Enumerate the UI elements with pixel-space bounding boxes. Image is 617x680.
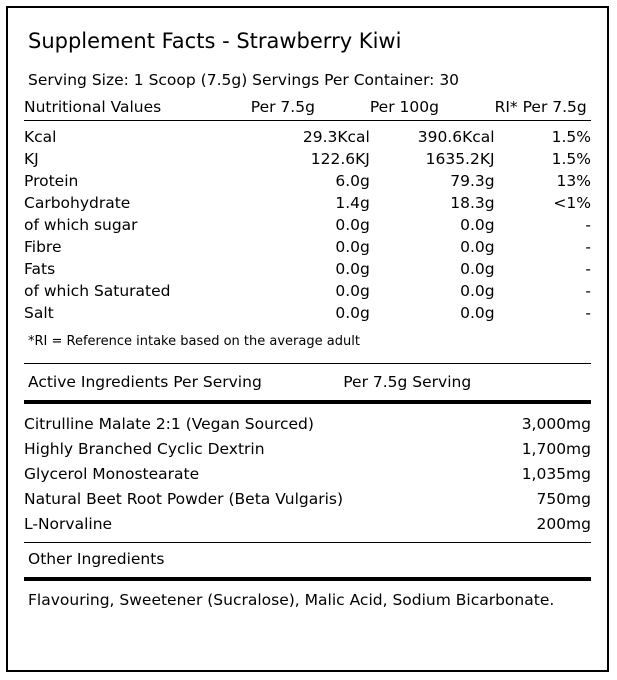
page-title: Supplement Facts - Strawberry Kiwi <box>28 29 402 53</box>
nutrient-ri: - <box>585 304 591 322</box>
nutrition-col-header-name: Nutritional Values <box>24 98 162 116</box>
nutrition-table-body <box>24 126 591 324</box>
table-row <box>24 192 591 214</box>
other-ingredients-top-divider <box>24 542 591 543</box>
ingredient-name: Citrulline Malate 2:1 (Vegan Sourced) <box>24 415 314 433</box>
ingredient-amount: 1,035mg <box>521 465 591 483</box>
nutrient-name: of which Saturated <box>24 282 171 300</box>
table-row <box>24 148 591 170</box>
nutrition-col-header-per-100g: Per 100g <box>369 98 439 116</box>
nutrient-per-serving: 6.0g <box>335 172 370 190</box>
ingredient-name: Glycerol Monostearate <box>24 465 200 483</box>
ingredient-name: L-Norvaline <box>24 515 113 533</box>
ingredient-name: Natural Beet Root Powder (Beta Vulgaris) <box>24 490 344 508</box>
table-row <box>24 214 591 236</box>
nutrient-name: Carbohydrate <box>24 194 131 212</box>
nutrient-per-serving: 0.0g <box>335 282 370 300</box>
nutrition-col-header-ri: RI* Per 7.5g <box>494 98 587 116</box>
nutrition-col-header-per-serving: Per 7.5g <box>250 98 315 116</box>
nutrient-ri: - <box>585 282 591 300</box>
serving-size-line: Serving Size: 1 Scoop (7.5g) Servings Per Container: 30 <box>28 71 460 89</box>
nutrient-per-100g: 390.6Kcal <box>417 128 495 146</box>
nutrition-header-row <box>24 98 591 120</box>
active-ingredients-table <box>24 412 591 537</box>
nutrient-per-serving: 0.0g <box>335 238 370 256</box>
nutrient-per-100g: 0.0g <box>460 282 495 300</box>
ingredient-amount: 200mg <box>536 515 591 533</box>
nutrient-name: Fibre <box>24 238 62 256</box>
nutrient-per-serving: 0.0g <box>335 260 370 278</box>
nutrient-ri: 1.5% <box>551 150 591 168</box>
table-row <box>24 462 591 487</box>
nutrient-per-serving: 0.0g <box>335 304 370 322</box>
nutrient-per-100g: 79.3g <box>450 172 495 190</box>
nutrient-per-serving: 1.4g <box>335 194 370 212</box>
nutrient-name: Kcal <box>24 128 57 146</box>
table-row <box>24 512 591 537</box>
nutrient-ri: 1.5% <box>551 128 591 146</box>
table-row <box>24 170 591 192</box>
nutrient-per-serving: 29.3Kcal <box>302 128 370 146</box>
table-row <box>24 302 591 324</box>
ingredient-amount: 750mg <box>536 490 591 508</box>
nutrient-name: Fats <box>24 260 56 278</box>
nutrient-per-100g: 0.0g <box>460 304 495 322</box>
table-row <box>24 258 591 280</box>
nutrient-per-serving: 0.0g <box>335 216 370 234</box>
active-ingredients-header <box>28 372 591 392</box>
other-ingredients-text: Flavouring, Sweetener (Sucralose), Malic Acid, Sodium Bicarbonate. <box>28 591 555 609</box>
table-row <box>24 126 591 148</box>
nutrient-ri: - <box>585 260 591 278</box>
nutrition-values-table <box>24 126 591 324</box>
ingredient-amount: 3,000mg <box>521 415 591 433</box>
nutrient-ri: - <box>585 238 591 256</box>
nutrient-name: KJ <box>24 150 39 168</box>
nutrient-ri: <1% <box>553 194 591 212</box>
nutrient-per-100g: 0.0g <box>460 216 495 234</box>
nutrient-per-100g: 1635.2KJ <box>425 150 495 168</box>
reference-intake-footnote: *RI = Reference intake based on the average adult <box>28 334 360 349</box>
table-row <box>24 437 591 462</box>
nutrient-per-100g: 18.3g <box>450 194 495 212</box>
other-ingredients-divider <box>24 577 591 581</box>
ingredient-name: Highly Branched Cyclic Dextrin <box>24 440 265 458</box>
nutrient-name: of which sugar <box>24 216 138 234</box>
table-row <box>24 412 591 437</box>
label-content <box>24 22 591 660</box>
table-row <box>24 236 591 258</box>
table-row <box>24 280 591 302</box>
table-row <box>24 487 591 512</box>
active-ingredients-header-right: Per 7.5g Serving <box>343 373 472 391</box>
nutrient-ri: - <box>585 216 591 234</box>
active-ingredients-body <box>24 412 591 537</box>
ingredient-amount: 1,700mg <box>521 440 591 458</box>
other-ingredients-heading: Other Ingredients <box>28 550 165 568</box>
nutrition-table-head <box>24 98 591 120</box>
nutrient-per-100g: 0.0g <box>460 260 495 278</box>
nutrient-name: Protein <box>24 172 79 190</box>
nutrient-ri: 13% <box>556 172 591 190</box>
nutrient-name: Salt <box>24 304 54 322</box>
nutrient-per-100g: 0.0g <box>460 238 495 256</box>
nutrition-table <box>24 98 591 120</box>
supplement-facts-panel <box>6 6 609 672</box>
active-ingredients-header-left: Active Ingredients Per Serving <box>28 373 262 391</box>
nutrient-per-serving: 122.6KJ <box>310 150 370 168</box>
